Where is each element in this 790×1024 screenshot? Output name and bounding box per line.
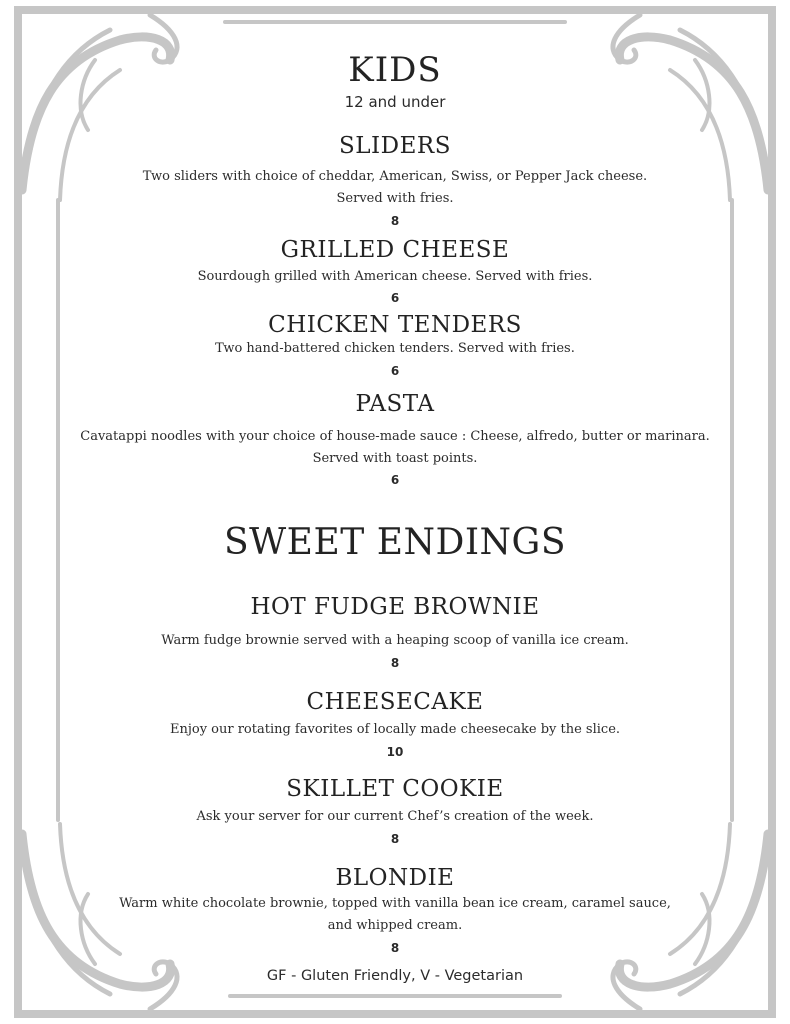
menu-item-name: GRILLED CHEESE: [280, 237, 510, 263]
menu-item-description: Served with fries.: [336, 191, 454, 206]
menu-item-name: HOT FUDGE BROWNIE: [250, 594, 540, 620]
menu-item-name: PASTA: [355, 391, 435, 417]
menu-item-description: Warm white chocolate brownie, topped with vanilla bean ice cream, caramel sauce,: [119, 896, 671, 911]
menu-item-name: SKILLET COOKIE: [286, 776, 504, 802]
menu-item-description: Two sliders with choice of cheddar, American, Swiss, or Pepper Jack cheese.: [142, 169, 648, 184]
menu-item-name: CHICKEN TENDERS: [268, 312, 522, 338]
menu-item-name: CHEESECAKE: [306, 689, 484, 715]
menu-item-description: Enjoy our rotating favorites of locally made cheesecake by the slice.: [169, 722, 621, 737]
menu-item-description: Cavatappi noodles with your choice of house-made sauce : Cheese, alfredo, butter or marinara.: [80, 429, 710, 444]
menu-item-description: Ask your server for our current Chef’s creation of the week.: [196, 809, 594, 824]
menu-item-description: Two hand-battered chicken tenders. Served with fries.: [215, 341, 575, 356]
menu-item-price: 6: [390, 473, 400, 487]
menu-item-price: 10: [386, 745, 404, 759]
menu-item-description: Warm fudge brownie served with a heaping scoop of vanilla ice cream.: [161, 633, 629, 648]
menu-item-price: 6: [390, 364, 400, 378]
kids-section-title: KIDS: [348, 50, 442, 90]
menu-item-description: Served with toast points.: [312, 451, 478, 466]
menu-item-price: 8: [390, 656, 400, 670]
menu-item-name: SLIDERS: [339, 133, 451, 159]
desserts-section-title: SWEET ENDINGS: [224, 522, 566, 563]
menu-item-price: 8: [390, 832, 400, 846]
menu-item-name: BLONDIE: [335, 865, 455, 891]
menu-item-price: 8: [390, 941, 400, 955]
menu-item-description: Sourdough grilled with American cheese. Served with fries.: [197, 269, 593, 284]
dietary-legend: GF - Gluten Friendly, V - Vegetarian: [266, 968, 524, 984]
menu-item-price: 6: [390, 291, 400, 305]
kids-section-subtitle: 12 and under: [344, 93, 446, 111]
menu-item-price: 8: [390, 214, 400, 228]
menu-item-description: and whipped cream.: [327, 918, 463, 933]
